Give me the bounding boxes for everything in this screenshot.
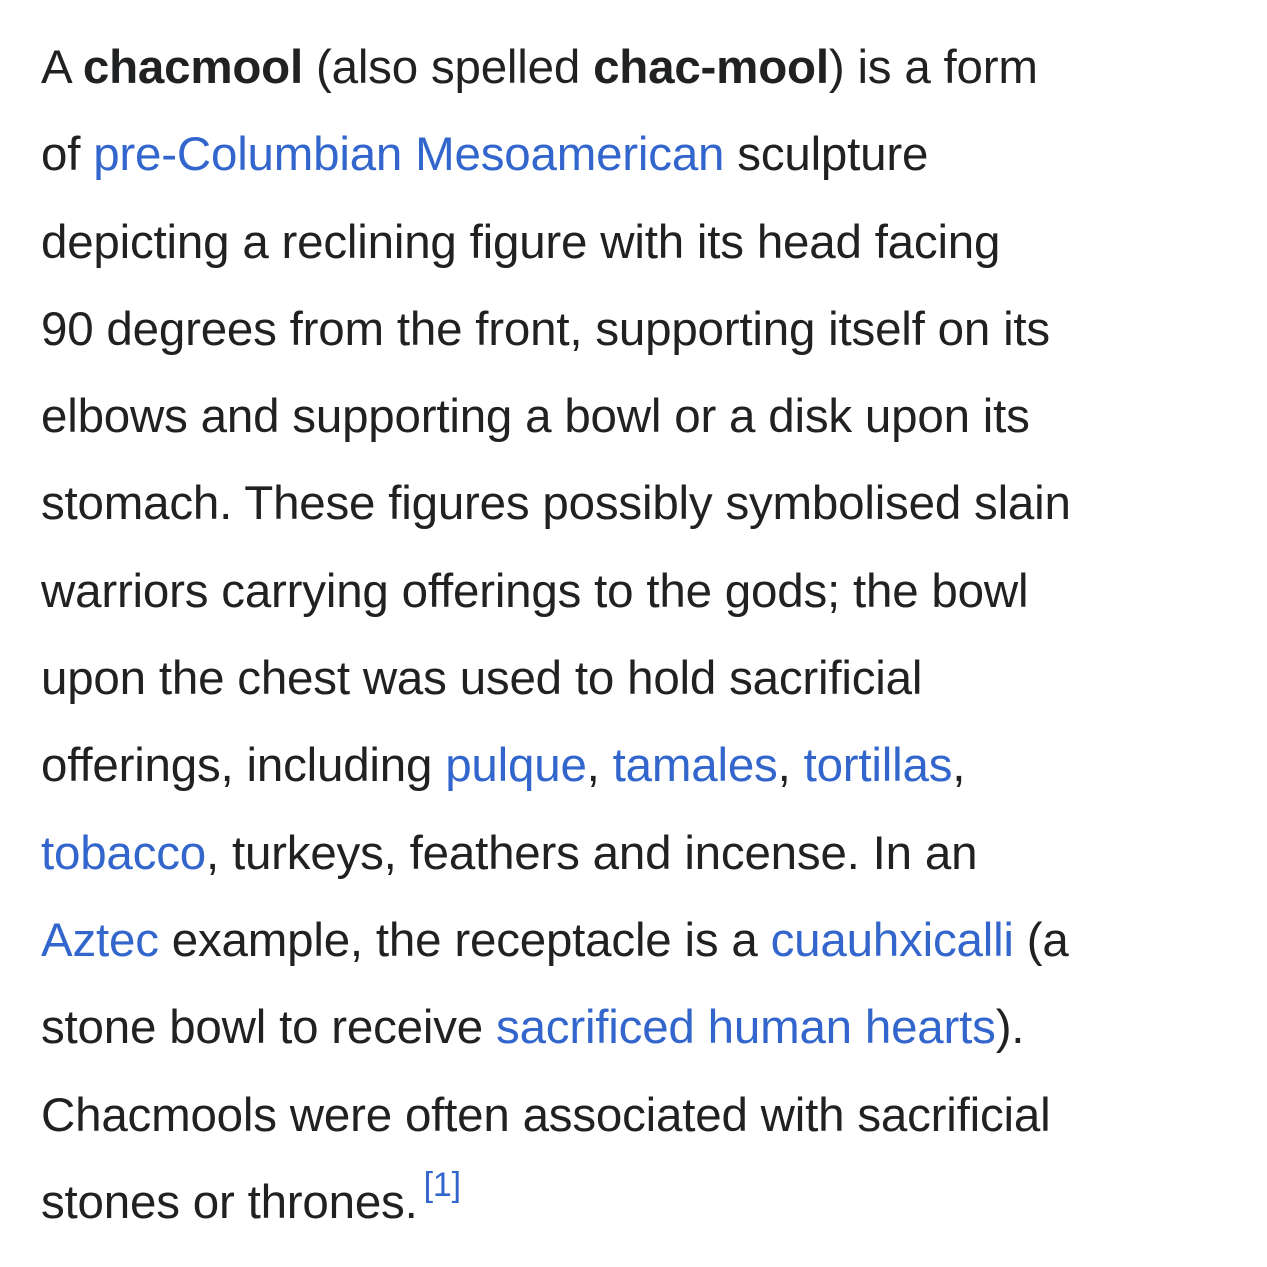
link-tortillas[interactable]: tortillas bbox=[803, 739, 953, 793]
text-line bbox=[41, 1072, 1241, 1159]
text-line bbox=[41, 722, 1241, 809]
text-line bbox=[41, 373, 1241, 460]
text-span: offerings, including bbox=[41, 739, 446, 793]
term-chacmool: chacmool bbox=[82, 41, 303, 94]
link-aztec[interactable]: Aztec bbox=[41, 913, 159, 967]
text-line bbox=[41, 635, 1241, 722]
text-line bbox=[41, 1159, 1241, 1246]
text-line bbox=[41, 24, 1241, 111]
text-span: stone bowl to receive bbox=[41, 1001, 497, 1055]
text-span: Chacmools were often associated with sacrificial bbox=[41, 1088, 1051, 1142]
link-sacrificed-human-hearts[interactable]: sacrificed human hearts bbox=[496, 1001, 996, 1055]
text-span: stones or thrones. bbox=[41, 1175, 418, 1229]
link-tobacco[interactable]: tobacco bbox=[41, 826, 206, 880]
text-line bbox=[41, 897, 1241, 984]
citation-link[interactable]: [1] bbox=[423, 1165, 461, 1204]
link-cuauhxicalli[interactable]: cuauhxicalli bbox=[770, 913, 1014, 967]
text-span: , turkeys, feathers and incense. In an bbox=[205, 826, 978, 880]
link-pre-columbian-mesoamerican[interactable]: pre-Columbian Mesoamerican bbox=[93, 128, 725, 182]
text-span: ). bbox=[995, 1001, 1025, 1055]
link-tamales[interactable]: tamales bbox=[612, 739, 778, 793]
link-pulque[interactable]: pulque bbox=[445, 739, 587, 793]
article-paragraph bbox=[41, 24, 1241, 1246]
text-span: ) is a form bbox=[828, 41, 1038, 94]
text-line bbox=[41, 810, 1241, 897]
text-span: , bbox=[777, 739, 804, 793]
text-line bbox=[41, 286, 1241, 373]
text-span: A bbox=[41, 41, 83, 94]
text-span: , bbox=[952, 739, 966, 793]
text-line bbox=[41, 199, 1241, 286]
text-span: , bbox=[586, 739, 613, 793]
text-span: depicting a reclining figure with its head facing bbox=[41, 215, 1001, 269]
text-span: stomach. These figures possibly symbolised slain bbox=[41, 477, 1071, 531]
text-line bbox=[41, 111, 1241, 198]
text-span: (a bbox=[1013, 913, 1069, 967]
text-span: example, the receptacle is a bbox=[158, 913, 771, 967]
text-line bbox=[41, 548, 1241, 635]
text-line bbox=[41, 460, 1241, 547]
text-span: 90 degrees from the front, supporting itself on its bbox=[41, 302, 1050, 356]
text-span: (also spelled bbox=[303, 41, 594, 94]
term-chac-mool: chac-mool bbox=[593, 41, 829, 94]
text-span: elbows and supporting a bowl or a disk upon its bbox=[41, 390, 1030, 444]
text-span: warriors carrying offerings to the gods; the bowl bbox=[41, 564, 1029, 618]
text-span: sculpture bbox=[724, 128, 929, 182]
text-span: of bbox=[41, 128, 94, 182]
text-span: upon the chest was used to hold sacrificial bbox=[41, 652, 923, 706]
text-line bbox=[41, 984, 1241, 1071]
